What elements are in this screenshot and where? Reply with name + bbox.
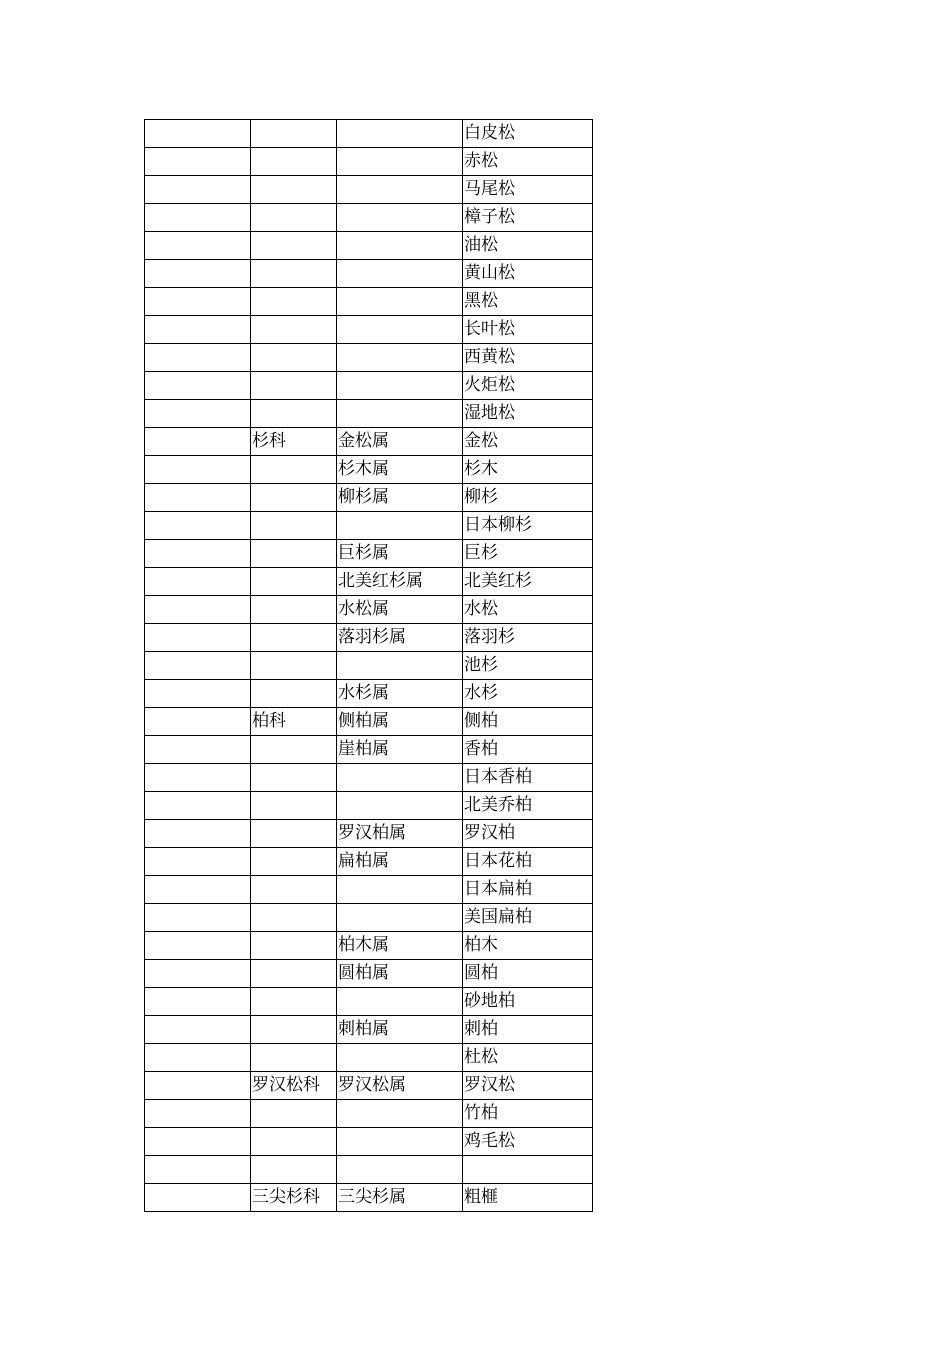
family-cell [251, 372, 337, 400]
family-cell [251, 596, 337, 624]
col-blank-cell [145, 540, 251, 568]
genus-cell [337, 344, 463, 372]
col-blank-cell [145, 1184, 251, 1212]
species-cell: 北美红杉 [463, 568, 593, 596]
family-cell [251, 848, 337, 876]
species-cell: 水杉 [463, 680, 593, 708]
family-cell [251, 904, 337, 932]
family-cell [251, 1044, 337, 1072]
genus-cell: 柏木属 [337, 932, 463, 960]
family-cell [251, 988, 337, 1016]
species-cell: 圆柏 [463, 960, 593, 988]
col-blank-cell [145, 232, 251, 260]
family-cell [251, 344, 337, 372]
species-cell: 杜松 [463, 1044, 593, 1072]
table-row [145, 1016, 593, 1044]
genus-cell: 刺柏属 [337, 1016, 463, 1044]
genus-cell [337, 400, 463, 428]
table-row [145, 568, 593, 596]
family-cell [251, 176, 337, 204]
table-row [145, 1100, 593, 1128]
family-cell [251, 1156, 337, 1184]
col-blank-cell [145, 176, 251, 204]
species-cell: 粗榧 [463, 1184, 593, 1212]
species-cell: 黑松 [463, 288, 593, 316]
species-cell [463, 1156, 593, 1184]
genus-cell [337, 1128, 463, 1156]
family-cell [251, 764, 337, 792]
species-cell: 杉木 [463, 456, 593, 484]
genus-cell [337, 176, 463, 204]
genus-cell [337, 316, 463, 344]
genus-cell: 杉木属 [337, 456, 463, 484]
genus-cell: 水松属 [337, 596, 463, 624]
table-row [145, 596, 593, 624]
table-row [145, 372, 593, 400]
genus-cell [337, 876, 463, 904]
species-cell: 樟子松 [463, 204, 593, 232]
table-row [145, 316, 593, 344]
col-blank-cell [145, 624, 251, 652]
family-cell [251, 792, 337, 820]
family-cell [251, 932, 337, 960]
table-row [145, 904, 593, 932]
genus-cell [337, 204, 463, 232]
genus-cell: 水杉属 [337, 680, 463, 708]
col-blank-cell [145, 1156, 251, 1184]
species-cell: 火炬松 [463, 372, 593, 400]
col-blank-cell [145, 316, 251, 344]
table-row [145, 260, 593, 288]
col-blank-cell [145, 568, 251, 596]
species-cell: 金松 [463, 428, 593, 456]
genus-cell [337, 120, 463, 148]
species-cell: 池杉 [463, 652, 593, 680]
genus-cell: 柳杉属 [337, 484, 463, 512]
table-row [145, 876, 593, 904]
genus-cell: 崖柏属 [337, 736, 463, 764]
family-cell [251, 288, 337, 316]
col-blank-cell [145, 792, 251, 820]
species-cell: 日本香柏 [463, 764, 593, 792]
family-cell [251, 316, 337, 344]
genus-cell: 巨杉属 [337, 540, 463, 568]
genus-cell [337, 904, 463, 932]
species-cell: 湿地松 [463, 400, 593, 428]
species-cell: 鸡毛松 [463, 1128, 593, 1156]
genus-cell: 北美红杉属 [337, 568, 463, 596]
species-cell: 长叶松 [463, 316, 593, 344]
genus-cell [337, 652, 463, 680]
species-cell: 日本柳杉 [463, 512, 593, 540]
table-row [145, 932, 593, 960]
species-cell: 日本扁柏 [463, 876, 593, 904]
genus-cell [337, 372, 463, 400]
family-cell [251, 148, 337, 176]
genus-cell [337, 148, 463, 176]
col-blank-cell [145, 1100, 251, 1128]
family-cell [251, 260, 337, 288]
species-cell: 西黄松 [463, 344, 593, 372]
species-table [144, 119, 593, 1212]
species-cell: 美国扁柏 [463, 904, 593, 932]
family-cell [251, 960, 337, 988]
species-cell: 罗汉松 [463, 1072, 593, 1100]
species-cell: 黄山松 [463, 260, 593, 288]
table-row [145, 764, 593, 792]
species-cell: 北美乔柏 [463, 792, 593, 820]
col-blank-cell [145, 204, 251, 232]
species-cell: 油松 [463, 232, 593, 260]
family-cell [251, 568, 337, 596]
family-cell [251, 232, 337, 260]
table-row [145, 484, 593, 512]
family-cell [251, 456, 337, 484]
family-cell [251, 652, 337, 680]
family-cell [251, 1016, 337, 1044]
family-cell [251, 876, 337, 904]
family-cell [251, 204, 337, 232]
col-blank-cell [145, 120, 251, 148]
table-row [145, 1156, 593, 1184]
col-blank-cell [145, 148, 251, 176]
family-cell: 柏科 [251, 708, 337, 736]
genus-cell: 侧柏属 [337, 708, 463, 736]
genus-cell [337, 1044, 463, 1072]
col-blank-cell [145, 736, 251, 764]
species-cell: 侧柏 [463, 708, 593, 736]
species-cell: 巨杉 [463, 540, 593, 568]
table-row [145, 400, 593, 428]
col-blank-cell [145, 456, 251, 484]
genus-cell [337, 1100, 463, 1128]
species-cell: 水松 [463, 596, 593, 624]
table-row [145, 344, 593, 372]
genus-cell [337, 260, 463, 288]
genus-cell: 罗汉松属 [337, 1072, 463, 1100]
genus-cell: 落羽杉属 [337, 624, 463, 652]
genus-cell [337, 792, 463, 820]
family-cell: 杉科 [251, 428, 337, 456]
table-row [145, 708, 593, 736]
family-cell [251, 680, 337, 708]
species-table-body [145, 120, 593, 1212]
col-blank-cell [145, 288, 251, 316]
table-row [145, 512, 593, 540]
table-row [145, 176, 593, 204]
table-row [145, 288, 593, 316]
family-cell: 罗汉松科 [251, 1072, 337, 1100]
species-cell: 刺柏 [463, 1016, 593, 1044]
table-row [145, 120, 593, 148]
col-blank-cell [145, 932, 251, 960]
col-blank-cell [145, 848, 251, 876]
family-cell [251, 820, 337, 848]
table-row [145, 736, 593, 764]
col-blank-cell [145, 904, 251, 932]
table-row [145, 792, 593, 820]
table-row [145, 540, 593, 568]
col-blank-cell [145, 652, 251, 680]
genus-cell [337, 288, 463, 316]
genus-cell [337, 512, 463, 540]
table-row [145, 148, 593, 176]
col-blank-cell [145, 680, 251, 708]
genus-cell: 三尖杉属 [337, 1184, 463, 1212]
col-blank-cell [145, 260, 251, 288]
family-cell [251, 540, 337, 568]
species-cell: 罗汉柏 [463, 820, 593, 848]
table-row [145, 1128, 593, 1156]
col-blank-cell [145, 988, 251, 1016]
family-cell [251, 512, 337, 540]
species-cell: 白皮松 [463, 120, 593, 148]
col-blank-cell [145, 400, 251, 428]
family-cell [251, 1100, 337, 1128]
species-cell: 竹柏 [463, 1100, 593, 1128]
col-blank-cell [145, 428, 251, 456]
species-cell: 柳杉 [463, 484, 593, 512]
col-blank-cell [145, 1044, 251, 1072]
family-cell [251, 400, 337, 428]
genus-cell [337, 764, 463, 792]
col-blank-cell [145, 876, 251, 904]
table-row [145, 1184, 593, 1212]
table-row [145, 204, 593, 232]
family-cell: 三尖杉科 [251, 1184, 337, 1212]
col-blank-cell [145, 1128, 251, 1156]
family-cell [251, 120, 337, 148]
table-row [145, 1044, 593, 1072]
col-blank-cell [145, 512, 251, 540]
col-blank-cell [145, 820, 251, 848]
species-cell: 赤松 [463, 148, 593, 176]
table-row [145, 680, 593, 708]
table-row [145, 428, 593, 456]
species-cell: 日本花柏 [463, 848, 593, 876]
family-cell [251, 736, 337, 764]
col-blank-cell [145, 344, 251, 372]
col-blank-cell [145, 708, 251, 736]
genus-cell: 圆柏属 [337, 960, 463, 988]
species-cell: 落羽杉 [463, 624, 593, 652]
table-row [145, 232, 593, 260]
genus-cell: 扁柏属 [337, 848, 463, 876]
table-row [145, 960, 593, 988]
family-cell [251, 484, 337, 512]
genus-cell: 罗汉柏属 [337, 820, 463, 848]
genus-cell: 金松属 [337, 428, 463, 456]
table-row [145, 988, 593, 1016]
species-cell: 砂地柏 [463, 988, 593, 1016]
genus-cell [337, 988, 463, 1016]
col-blank-cell [145, 372, 251, 400]
col-blank-cell [145, 484, 251, 512]
genus-cell [337, 1156, 463, 1184]
species-cell: 香柏 [463, 736, 593, 764]
col-blank-cell [145, 960, 251, 988]
table-row [145, 624, 593, 652]
table-row [145, 820, 593, 848]
col-blank-cell [145, 1016, 251, 1044]
table-row [145, 848, 593, 876]
family-cell [251, 1128, 337, 1156]
species-cell: 柏木 [463, 932, 593, 960]
genus-cell [337, 232, 463, 260]
table-row [145, 652, 593, 680]
species-cell: 马尾松 [463, 176, 593, 204]
col-blank-cell [145, 596, 251, 624]
col-blank-cell [145, 1072, 251, 1100]
family-cell [251, 624, 337, 652]
table-row [145, 456, 593, 484]
table-row [145, 1072, 593, 1100]
col-blank-cell [145, 764, 251, 792]
